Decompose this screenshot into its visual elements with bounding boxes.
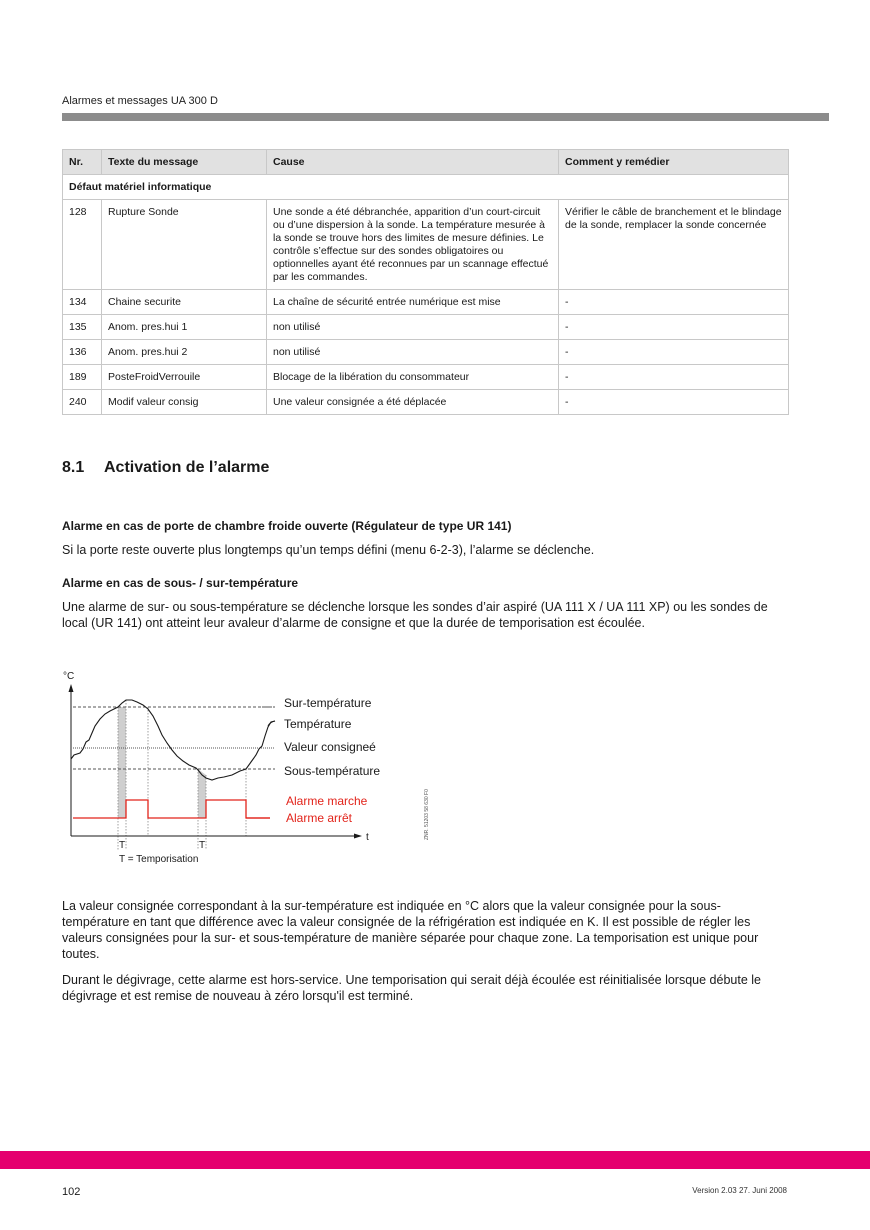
cell-nr: 134 [63,290,102,315]
messages-table [62,149,789,415]
cell-remedy: - [559,365,789,390]
legend-under-temp: Sous-température [284,764,381,778]
subheading-door-alarm: Alarme en cas de porte de chambre froide ouverte (Régulateur de type UR 141) [62,519,512,533]
delay-band-1 [118,707,126,818]
cell-cause: non utilisé [267,340,559,365]
cell-nr: 240 [63,390,102,415]
table-row [63,315,789,340]
cell-remedy: Vérifier le câble de branchement et le blindage de la sonde, remplacer la sonde concernée [559,200,789,290]
cell-cause: Une sonde a été débranchée, apparition d’un court-circuit ou d’une dispersion à la sonde. La température mesurée à la sonde se trouve hors des limites de mesure définies. Le contrôle s’effectue sur des sondes obligatoires ou optionnelles ayant été reconnues par un scannage effectué par les commandes. [267,200,559,290]
guide-lines [118,700,246,850]
paragraph-setpoints: La valeur consignée correspondant à la sur-température est indiquée en °C alors que la valeur consignée pour la sous-température en tant que différence avec la valeur consignée de la réfrigération est indiquée en K. Il est possible de régler les valeurs consignées pour la sur- et sous-température de manière séparée pour chaque zone. La temporisation est unique pour toutes. [62,899,759,961]
cell-nr: 136 [63,340,102,365]
figure-code: ZNR. 51203 58 630 F0 [424,789,430,840]
delay-marker-2: T [199,840,206,851]
subheading-temperature-alarm: Alarme en cas de sous- / sur-température [62,576,299,590]
table-group-row [63,175,789,200]
cell-message: Rupture Sonde [102,200,267,290]
cell-nr: 135 [63,315,102,340]
diagram-svg [55,662,445,872]
x-axis-label: t [366,832,369,843]
section-number: 8.1 [62,459,85,476]
table-row [63,340,789,365]
cell-remedy: - [559,390,789,415]
col-header-cause: Cause [267,150,559,175]
table-row [63,390,789,415]
table-row [63,365,789,390]
cell-message: Anom. pres.hui 1 [102,315,267,340]
group-title: Défaut matériel informatique [63,175,789,200]
cell-remedy: - [559,340,789,365]
temperature-alarm-diagram [55,662,445,872]
cell-message: Chaine securite [102,290,267,315]
legend-alarm-on: Alarme marche [286,794,368,808]
cell-cause: non utilisé [267,315,559,340]
header-rule [62,113,829,121]
paragraph-door-alarm: Si la porte reste ouverte plus longtemps qu’un temps défini (menu 6-2-3), l’alarme se déclenche. [62,543,595,557]
section-title: Activation de l’alarme [104,459,270,476]
delay-band-2 [198,769,206,818]
paragraph-defrost: Durant le dégivrage, cette alarme est hors-service. Une temporisation qui serait déjà écoulée est réinitialisée lorsque débute le dégivrage et est remise de nouveau à zéro lorsqu'il est terminé. [62,973,761,1003]
legend-setpoint: Valeur consigneé [284,740,376,754]
delay-marker-1: T [119,840,126,851]
cell-nr: 128 [63,200,102,290]
running-header-title: Alarmes et messages UA 300 D [62,95,218,107]
x-axis-arrow-icon [354,834,362,839]
cell-nr: 189 [63,365,102,390]
temperature-curve [71,700,275,780]
paragraph-temperature-alarm: Une alarme de sur- ou sous-température se déclenche lorsque les sondes d’air aspiré (UA 111 X / UA 111 XP) ou les sondes de local (UR 141) ont atteint leur avaleur d’alarme de consigne et que la durée de temporisation est écoulée. [62,600,768,630]
y-axis-label: °C [63,671,75,682]
cell-message: Anom. pres.hui 2 [102,340,267,365]
legend-temperature: Température [284,717,352,731]
col-header-nr: Nr. [63,150,102,175]
table-row [63,200,789,290]
section-heading [62,459,269,477]
cell-message: PosteFroidVerrouile [102,365,267,390]
y-axis-arrow-icon [69,684,74,692]
page-number: 102 [62,1186,81,1198]
col-header-message: Texte du message [102,150,267,175]
legend-alarm-off: Alarme arrêt [286,811,353,825]
cell-remedy: - [559,315,789,340]
cell-remedy: - [559,290,789,315]
cell-cause: Une valeur consignée a été déplacée [267,390,559,415]
cell-cause: La chaîne de sécurité entrée numérique est mise [267,290,559,315]
table-row [63,290,789,315]
legend-over-temp: Sur-température [284,696,372,710]
col-header-remedy: Comment y remédier [559,150,789,175]
cell-message: Modif valeur consig [102,390,267,415]
alarm-signal [73,800,270,818]
cell-cause: Blocage de la libération du consommateur [267,365,559,390]
footer-bar [0,1151,870,1169]
version-info: Version 2.03 27. Juni 2008 [692,1186,787,1195]
delay-legend: T = Temporisation [119,854,199,865]
table-header-row [63,150,789,175]
